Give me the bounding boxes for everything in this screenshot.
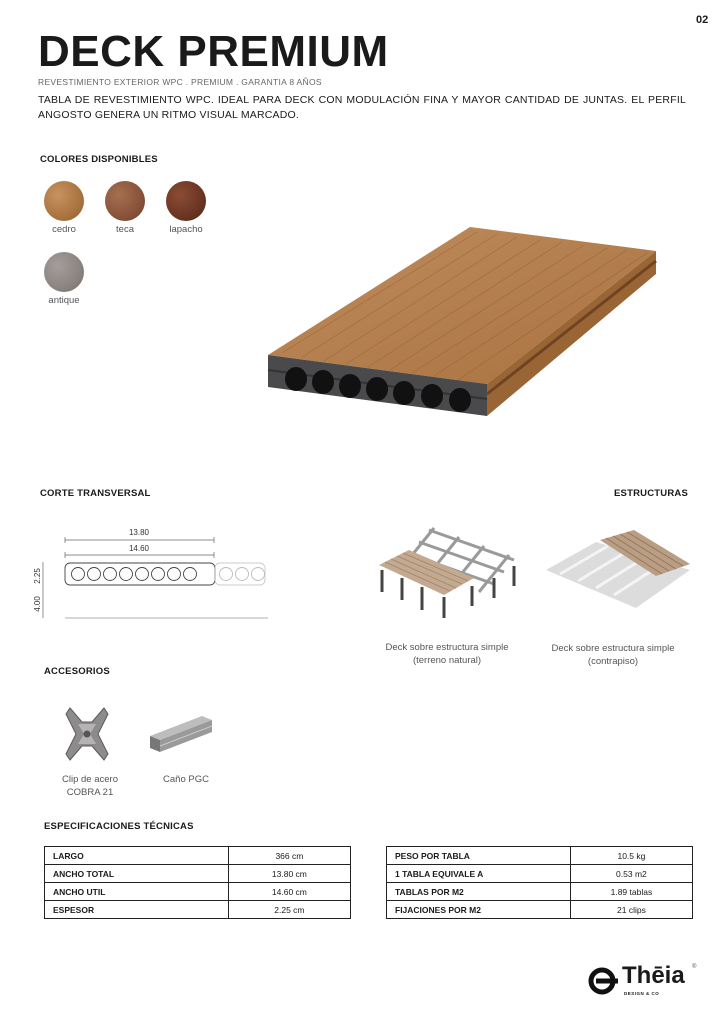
table-row (45, 883, 351, 901)
spec-key: PESO POR TABLA (387, 847, 571, 865)
structure-contrapiso-image (540, 528, 692, 620)
table-row (45, 847, 351, 865)
spec-value: 1.89 tablas (570, 883, 692, 901)
brand-registered-mark: ® (692, 964, 697, 970)
table-row (387, 847, 693, 865)
product-description: TABLA DE REVESTIMIENTO WPC. IDEAL PARA DECK CON MODULACIÓN FINA Y MAYOR CANTIDAD DE JUNTAS. EL PERFIL ANGOSTO GENERA UN RITMO VISUAL MARCADO. (38, 94, 686, 121)
spec-key: ESPESOR (45, 901, 229, 919)
swatch-antique (44, 252, 84, 292)
cross-section-heading: CORTE TRANSVERSAL (40, 488, 151, 499)
swatch-label-lapacho: lapacho (169, 224, 203, 235)
spec-key: ANCHO TOTAL (45, 865, 229, 883)
spec-key: TABLAS POR M2 (387, 883, 571, 901)
brand-tagline: DESIGN & CO (624, 991, 660, 996)
structure-caption-terrain: Deck sobre estructura simple (terreno natural) (385, 642, 509, 666)
spec-key: FIJACIONES POR M2 (387, 901, 571, 919)
cross-section-drawing (28, 520, 273, 630)
page-number: 02 (696, 14, 709, 26)
table-row (387, 901, 693, 919)
page-title: DECK PREMIUM (38, 27, 389, 76)
brand-name: Thēia (622, 962, 685, 989)
pgc-channel-image (148, 710, 214, 756)
accessory-caption-pgc: Caño PGC (163, 774, 209, 785)
swatch-label-teca: teca (116, 224, 134, 235)
accessories-heading: ACCESORIOS (44, 666, 110, 677)
swatch-cedro (44, 181, 84, 221)
page-subtitle: REVESTIMIENTO EXTERIOR WPC . PREMIUM . GARANTIA 8 AÑOS (38, 77, 322, 87)
table-row (387, 883, 693, 901)
dim-label-2-25: 2.25 (33, 568, 42, 584)
structure-terrain-image (374, 520, 524, 630)
spec-key: 1 TABLA EQUIVALE A (387, 865, 571, 883)
spec-key: ANCHO UTIL (45, 883, 229, 901)
table-row (45, 865, 351, 883)
table-row (387, 865, 693, 883)
specs-heading: ESPECIFICACIONES TÉCNICAS (44, 821, 194, 832)
deck-board-image (262, 224, 662, 424)
specs-table-right (386, 846, 693, 919)
accessory-caption-clip: Clip de acero COBRA 21 (62, 774, 118, 798)
spec-value: 0.53 m2 (570, 865, 692, 883)
dim-label-4-00: 4.00 (33, 596, 42, 612)
steel-clip-image (60, 704, 114, 764)
spec-value: 10.5 kg (570, 847, 692, 865)
swatch-teca (105, 181, 145, 221)
colors-heading: COLORES DISPONIBLES (40, 154, 158, 165)
spec-value: 14.60 cm (228, 883, 350, 901)
swatch-lapacho (166, 181, 206, 221)
table-row (45, 901, 351, 919)
structures-heading: ESTRUCTURAS (614, 488, 688, 499)
spec-key: LARGO (45, 847, 229, 865)
spec-value: 366 cm (228, 847, 350, 865)
specs-table-left (44, 846, 351, 919)
dim-label-13-80: 13.80 (128, 528, 150, 537)
theia-logo-icon (586, 965, 618, 997)
dim-label-14-60: 14.60 (128, 544, 150, 553)
spec-value: 2.25 cm (228, 901, 350, 919)
structure-caption-contrapiso: Deck sobre estructura simple (contrapiso) (551, 643, 675, 667)
spec-value: 13.80 cm (228, 865, 350, 883)
swatch-label-cedro: cedro (52, 224, 76, 235)
swatch-label-antique: antique (48, 295, 80, 306)
spec-value: 21 clips (570, 901, 692, 919)
